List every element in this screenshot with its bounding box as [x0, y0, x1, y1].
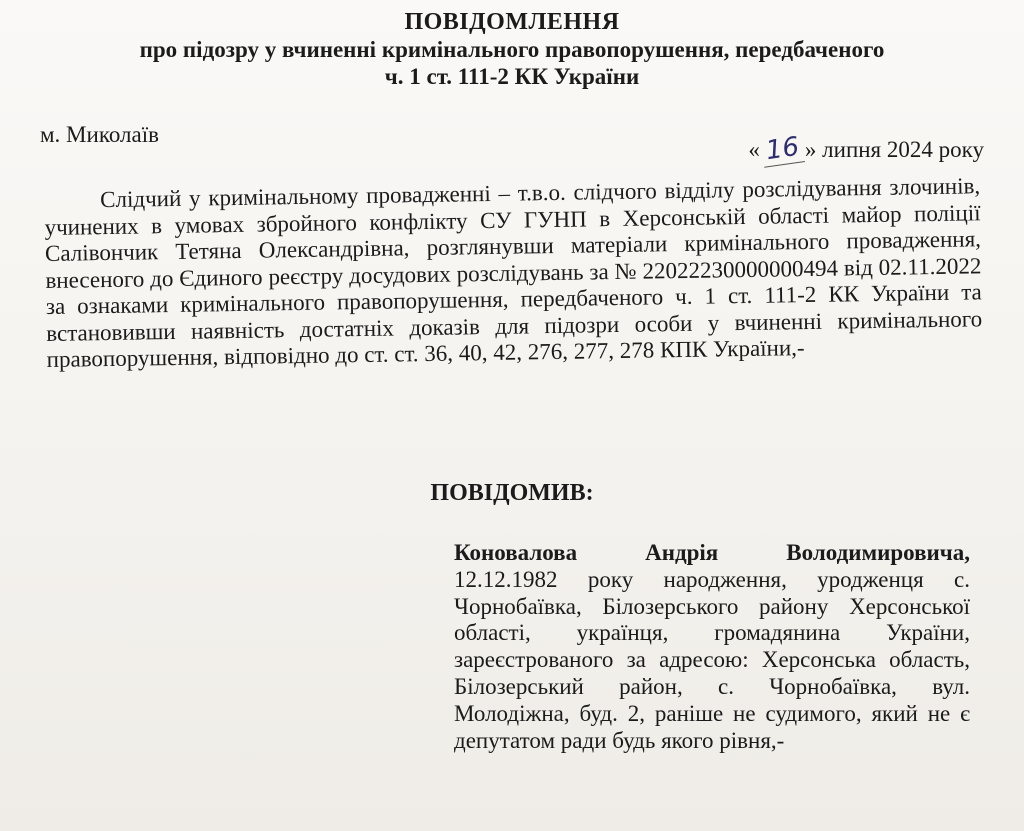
issue-date — [748, 131, 984, 167]
date-open-quote: « — [748, 137, 760, 162]
place-of-issue: м. Миколаїв — [40, 122, 159, 147]
document-header — [40, 8, 984, 90]
investigator-statement-paragraph: Слідчий у кримінальному провадженні – т.в.о. слідчого відділу розслідування злочинів, учинених в умовах збройного конфлікту СУ ГУНП в Херсонській області майор поліції Салівончик Тетяна Олександрівна, розглянувши матеріали кримінального провадження, внесеного до Єдиного реєстру досудових розслідувань за № 22022230000000494 від 02.11.2022 за ознаками кримінального правопорушення, передбаченого ч. 1 ст. 111-2 КК України та встановивши наявність достатніх доказів для підозри особи у вчиненні кримінального правопорушення, відповідно до ст. ст. 36, 40, 42, 276, 277, 278 КПК України,- — [44, 173, 983, 372]
suspect-info-block — [454, 540, 970, 754]
suspect-details: 12.12.1982 року народження, уродженця с. Чорнобаївка, Білозерського району Херсонської області, українця, громадянина України, зареєстрованого за адресою: Херсонська область, Білозерський район, с. Чорнобаївка, вул. Молодіжна, буд. 2, раніше не судимого, який не є депутатом ради будь якого рівня,- — [454, 566, 970, 753]
document-title: ПОВІДОМЛЕННЯ — [404, 9, 620, 35]
place-date-row — [40, 122, 984, 167]
document-subtitle-line-1: про підозру у вчиненні кримінального правопорушення, передбаченого — [139, 37, 885, 62]
date-close-quote: » — [804, 137, 817, 162]
handwritten-day: 16 — [760, 131, 805, 167]
document-subtitle-line-2: ч. 1 ст. 111-2 КК України — [384, 64, 640, 89]
date-month-year: липня 2024 року — [822, 137, 984, 162]
announced-heading: ПОВІДОМИВ: — [430, 480, 594, 506]
suspect-name: Коновалова Андрія Володимировича, — [454, 540, 970, 565]
